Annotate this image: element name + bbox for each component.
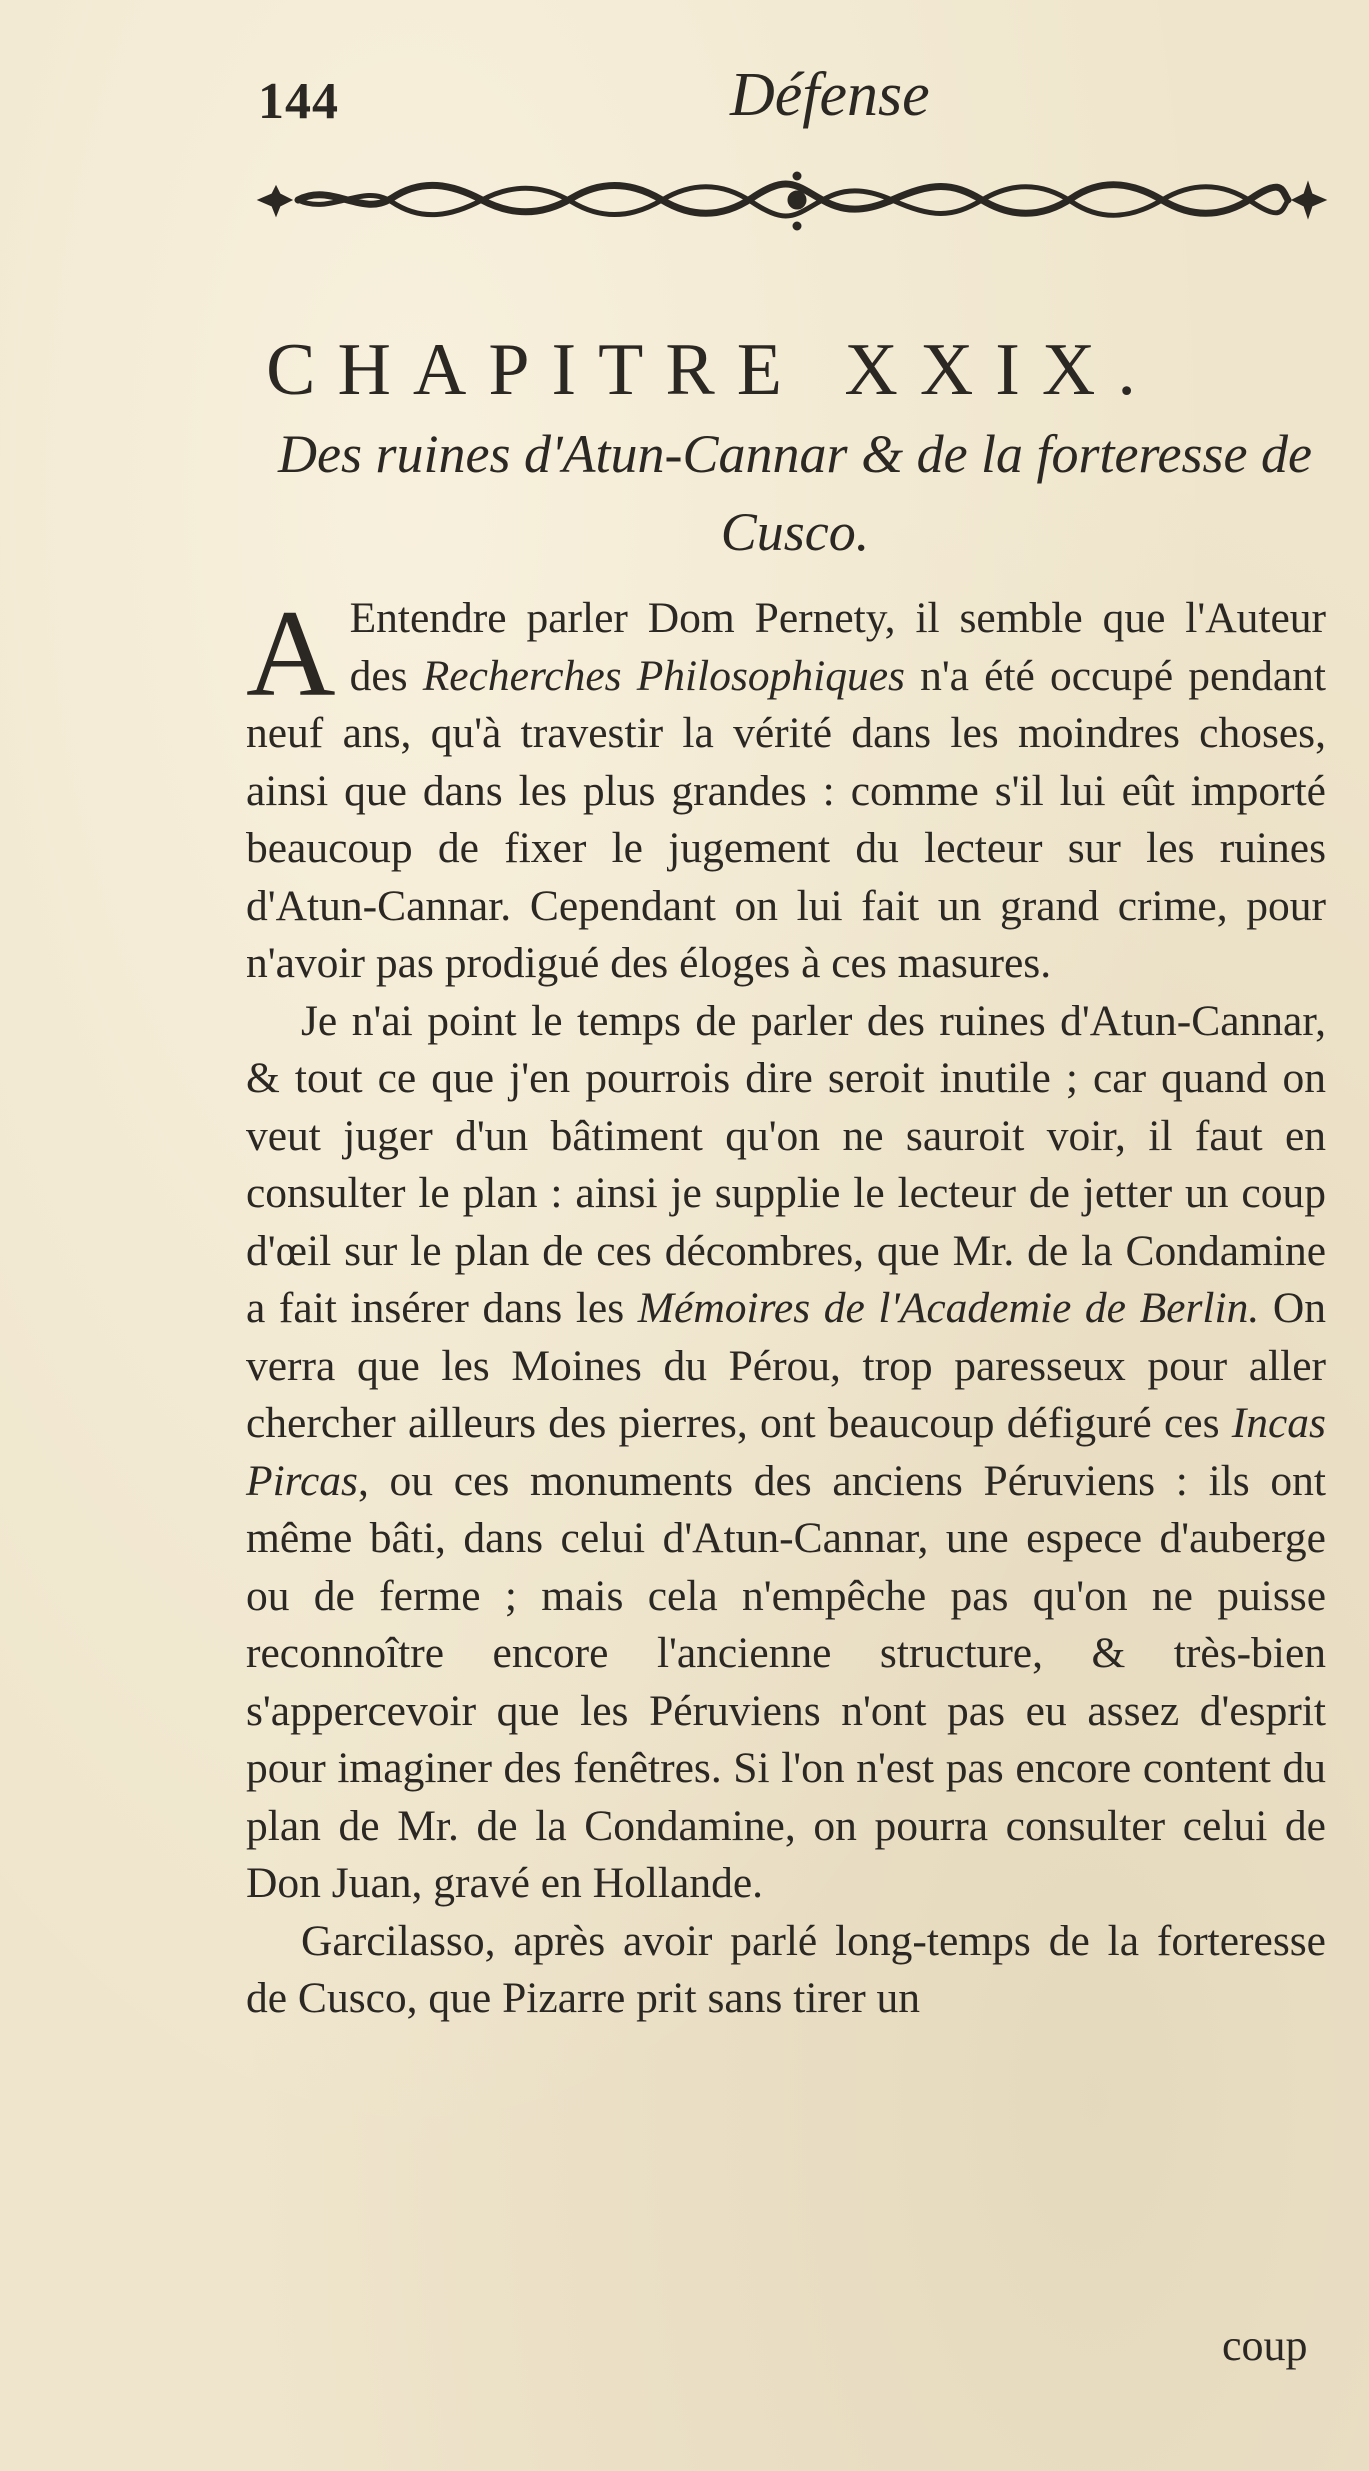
catchword: coup (1222, 2321, 1308, 2370)
ornament-band (252, 168, 1332, 232)
italic-text: Mémoires de l'Academie de Berlin. (637, 1284, 1260, 1332)
italic-text: Recherches Philosophiques (422, 651, 905, 700)
page-number: 144 (258, 73, 339, 130)
text-run: On verra que les Moines du Pérou, trop paresseux pour aller chercher ailleurs des pierres, ont beaucoup défiguré ces (246, 1284, 1326, 1447)
text-run: Garcilasso, après avoir parlé long-temps de la forteresse de Cusco, que Pizarre prit sans tirer un (246, 1916, 1326, 2022)
chapter-title: CHAPITRE XXIX. (266, 328, 1158, 411)
paragraph (246, 1913, 1326, 2028)
running-head (0, 50, 1369, 130)
paragraph (246, 585, 1326, 993)
italic-text: Incas Pircas (246, 1399, 1326, 1505)
paragraph (246, 993, 1326, 1913)
chapter-subtitle: Des ruines d'Atun-Cannar & de la forteresse de Cusco. (278, 424, 1312, 562)
running-title: Défense (730, 61, 930, 129)
text-run: n'a été occupé pendant neuf ans, qu'à travestir la vérité dans les moindres choses, ainsi que dans les plus grandes : comme s'il lui eût importé beaucoup de fixer le jugement du lecteur sur les ruines d'Atun-Cannar. Cependant on lui fait un grand crime, pour n'avoir pas prodigué des éloges à ces masures. (246, 651, 1326, 987)
text-run: Entendre parler Dom Pernety, il semble que l'Auteur des (349, 594, 1326, 700)
text-run: Je n'ai point le temps de parler des ruines d'Atun-Cannar, & tout ce que j'en pourrois dire seroit inutile ; car quand on veut juger d'un bâtiment qu'on ne sauroit voir, il faut en consulter le plan : ainsi je supplie le lecteur de jetter un coup d'œil sur le plan de ces décombres, que Mr. de la Condamine a fait insérer dans les (246, 996, 1326, 1332)
text-run: , ou ces monuments des anciens Péruviens : ils ont même bâti, dans celui d'Atun-Cannar, une espece d'auberge ou de ferme ; mais cela n'empêche pas qu'on ne puisse reconnoître encore l'ancienne structure, & très-bien s'appercevoir que les Péruviens n'ont pas eu assez d'esprit pour imaginer des fenêtres. Si l'on n'est pas encore content du plan de Mr. de la Condamine, on pourra consulter celui de Don Juan, gravé en Hollande. (246, 1456, 1326, 1907)
body-text (246, 585, 1326, 2028)
drop-initial: A (246, 585, 336, 722)
